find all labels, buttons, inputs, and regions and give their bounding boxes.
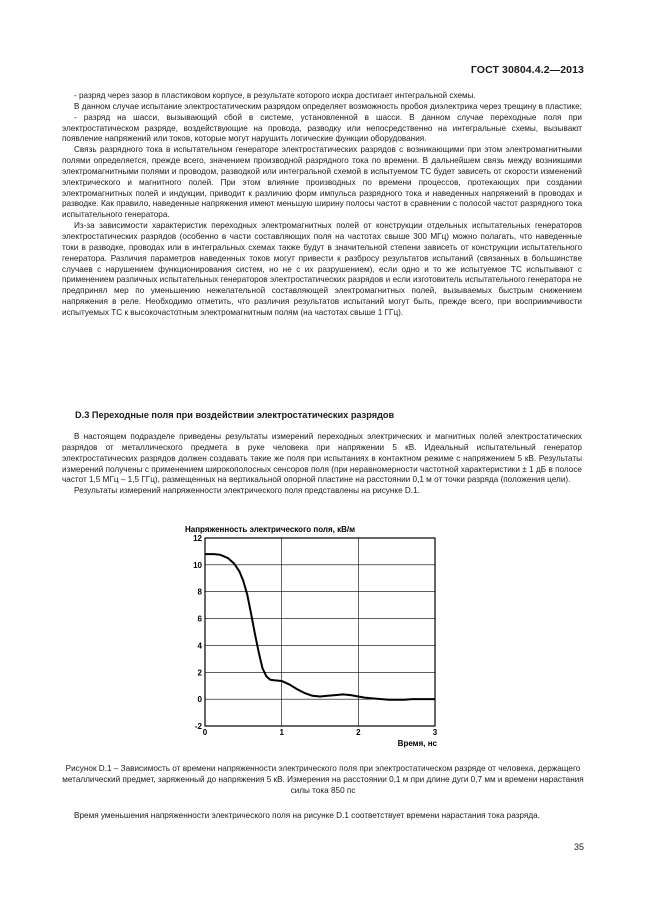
paragraph: В данном случае испытание электростатическим разрядом определяет возможность пробоя диэлектрика через трещину в пластике; bbox=[74, 101, 582, 111]
closing-text bbox=[62, 810, 582, 821]
x-tick-label: 0 bbox=[202, 728, 208, 737]
paragraph: Результаты измерений напряженности электрического поля представлены на рисунке D.1. bbox=[74, 486, 420, 496]
y-tick-label: 10 bbox=[193, 560, 202, 570]
x-tick-label: 2 bbox=[356, 728, 361, 737]
x-tick-label: 1 bbox=[279, 728, 284, 737]
y-tick-label: 2 bbox=[197, 668, 202, 678]
y-tick-label: 6 bbox=[197, 614, 202, 624]
section-heading: D.3 Переходные поля при воздействии электростатических разрядов bbox=[75, 410, 395, 420]
standard-header: ГОСТ 30804.4.2—2013 bbox=[470, 64, 584, 76]
paragraph: В настоящем подразделе приведены результаты измерений переходных электрических и магнитных полей электростатических разрядов от металлического предмета в руке человека при напряжении 5 кВ. Идеальный испытательный генератор электростатических разрядов должен создавать такие же поля при испытаниях в контактном режиме с напряжением 5 кВ. Результаты измерений получены с применением широкополосных сенсоров поля (при неравномерности частотной характеристики ± 1 дБ в полосе частот 1,5 МГц – 1,5 ГГц), размещенных на вертикальной опорной пластине на расстоянии 0,1 м от точки разряда (положения цели). bbox=[62, 432, 582, 485]
paragraph: - разряд на шасси, вызывающий сбой в системе, установленной в шасси. В данном случае переходные поля при электростатическом разряде, воздействующие на провода, разводку или непосредственно на интегральные схемы, вызывают появление напряжений или токов, которые могут нарушить логические функции оборудования. bbox=[62, 112, 582, 144]
y-tick-label: 12 bbox=[193, 534, 202, 543]
figure-caption: Рисунок D.1 – Зависимость от времени напряженности электрического поля при электростатическом разряде от человека, держащего металлический предмет, заряженный до напряжения 5 кВ. Измерения на расстоянии 0,1 м при длине дуги 0,7 мм и времени нарастания силы тока 850 пс bbox=[62, 764, 584, 795]
chart-svg bbox=[185, 520, 455, 752]
y-tick-label: 0 bbox=[197, 695, 202, 705]
page-number: 35 bbox=[573, 842, 584, 852]
chart-title: Напряженность электрического поля, кВ/м bbox=[185, 525, 356, 534]
body-text-mid bbox=[62, 432, 582, 497]
x-tick-label: 3 bbox=[432, 728, 438, 737]
plot-frame bbox=[205, 538, 435, 726]
y-tick-label: 4 bbox=[197, 641, 202, 651]
paragraph: Время уменьшения напряженности электрического поля на рисунке D.1 соответствует времени нарастания тока разряда. bbox=[74, 811, 540, 820]
body-text-top bbox=[62, 91, 582, 319]
field-strength-chart bbox=[185, 520, 455, 752]
series-line bbox=[205, 554, 435, 700]
paragraph: Из-за зависимости характеристик переходных электромагнитных полей от конструкции отдельных испытательных генераторов электростатических разрядов (особенно в части составляющих поля на частотах свыше 300 МГц) можно полагать, что наведенные токи в разводке, проводах или в интегральных схемах также будут в значительной степени зависеть от конструкции испытательного генератора. Различия параметров наведенных токов могут привести к разбросу результатов испытаний (связанных в большинстве случаев с нарушением функционирования систем, но не с их разрушением), если одно и то же испытуемое ТС испытывают с применением различных испытательных генераторов электростатических разрядов и если изготовитель испытательного генератора не предпринял мер по уменьшению нежелательной составляющей электромагнитных полей, вызываемых быстрым снижением напряжения в реле. Необходимо отметить, что различия результатов испытаний могут быть, прежде всего, при восприимчивости испытуемых ТС к высокочастотным электромагнитным полям (на частотах свыше 1 ГГц). bbox=[62, 221, 582, 317]
x-axis-label: Время, нс bbox=[397, 739, 437, 748]
y-tick-label: -2 bbox=[194, 722, 202, 731]
paragraph: - разряд через зазор в пластиковом корпусе, в результате которого искра достигает интегральной схемы. bbox=[74, 91, 476, 100]
paragraph: Связь разрядного тока в испытательном генераторе электростатических разрядов с возникающими при этом электромагнитными полями определяется, прежде всего, значением производной разрядного тока по времени. В дальнейшем связь между возникшими электромагнитными полями и проводом, разводкой или интегральной схемой в испытуемом ТС будет зависеть от скорости изменений электрического и магнитного полей. При этом влияние производных по времени процессов, протекающих при создании электромагнитных полей и индукции, приводит к различию форм импульса разрядного тока и наведенных напряжений в проводах и разводке. Как правило, наведенные напряжения имеют меньшую ширину полосы частот в сравнении с полосой частот разрядного тока испытательного генератора. bbox=[62, 145, 582, 220]
y-tick-label: 8 bbox=[197, 587, 202, 597]
